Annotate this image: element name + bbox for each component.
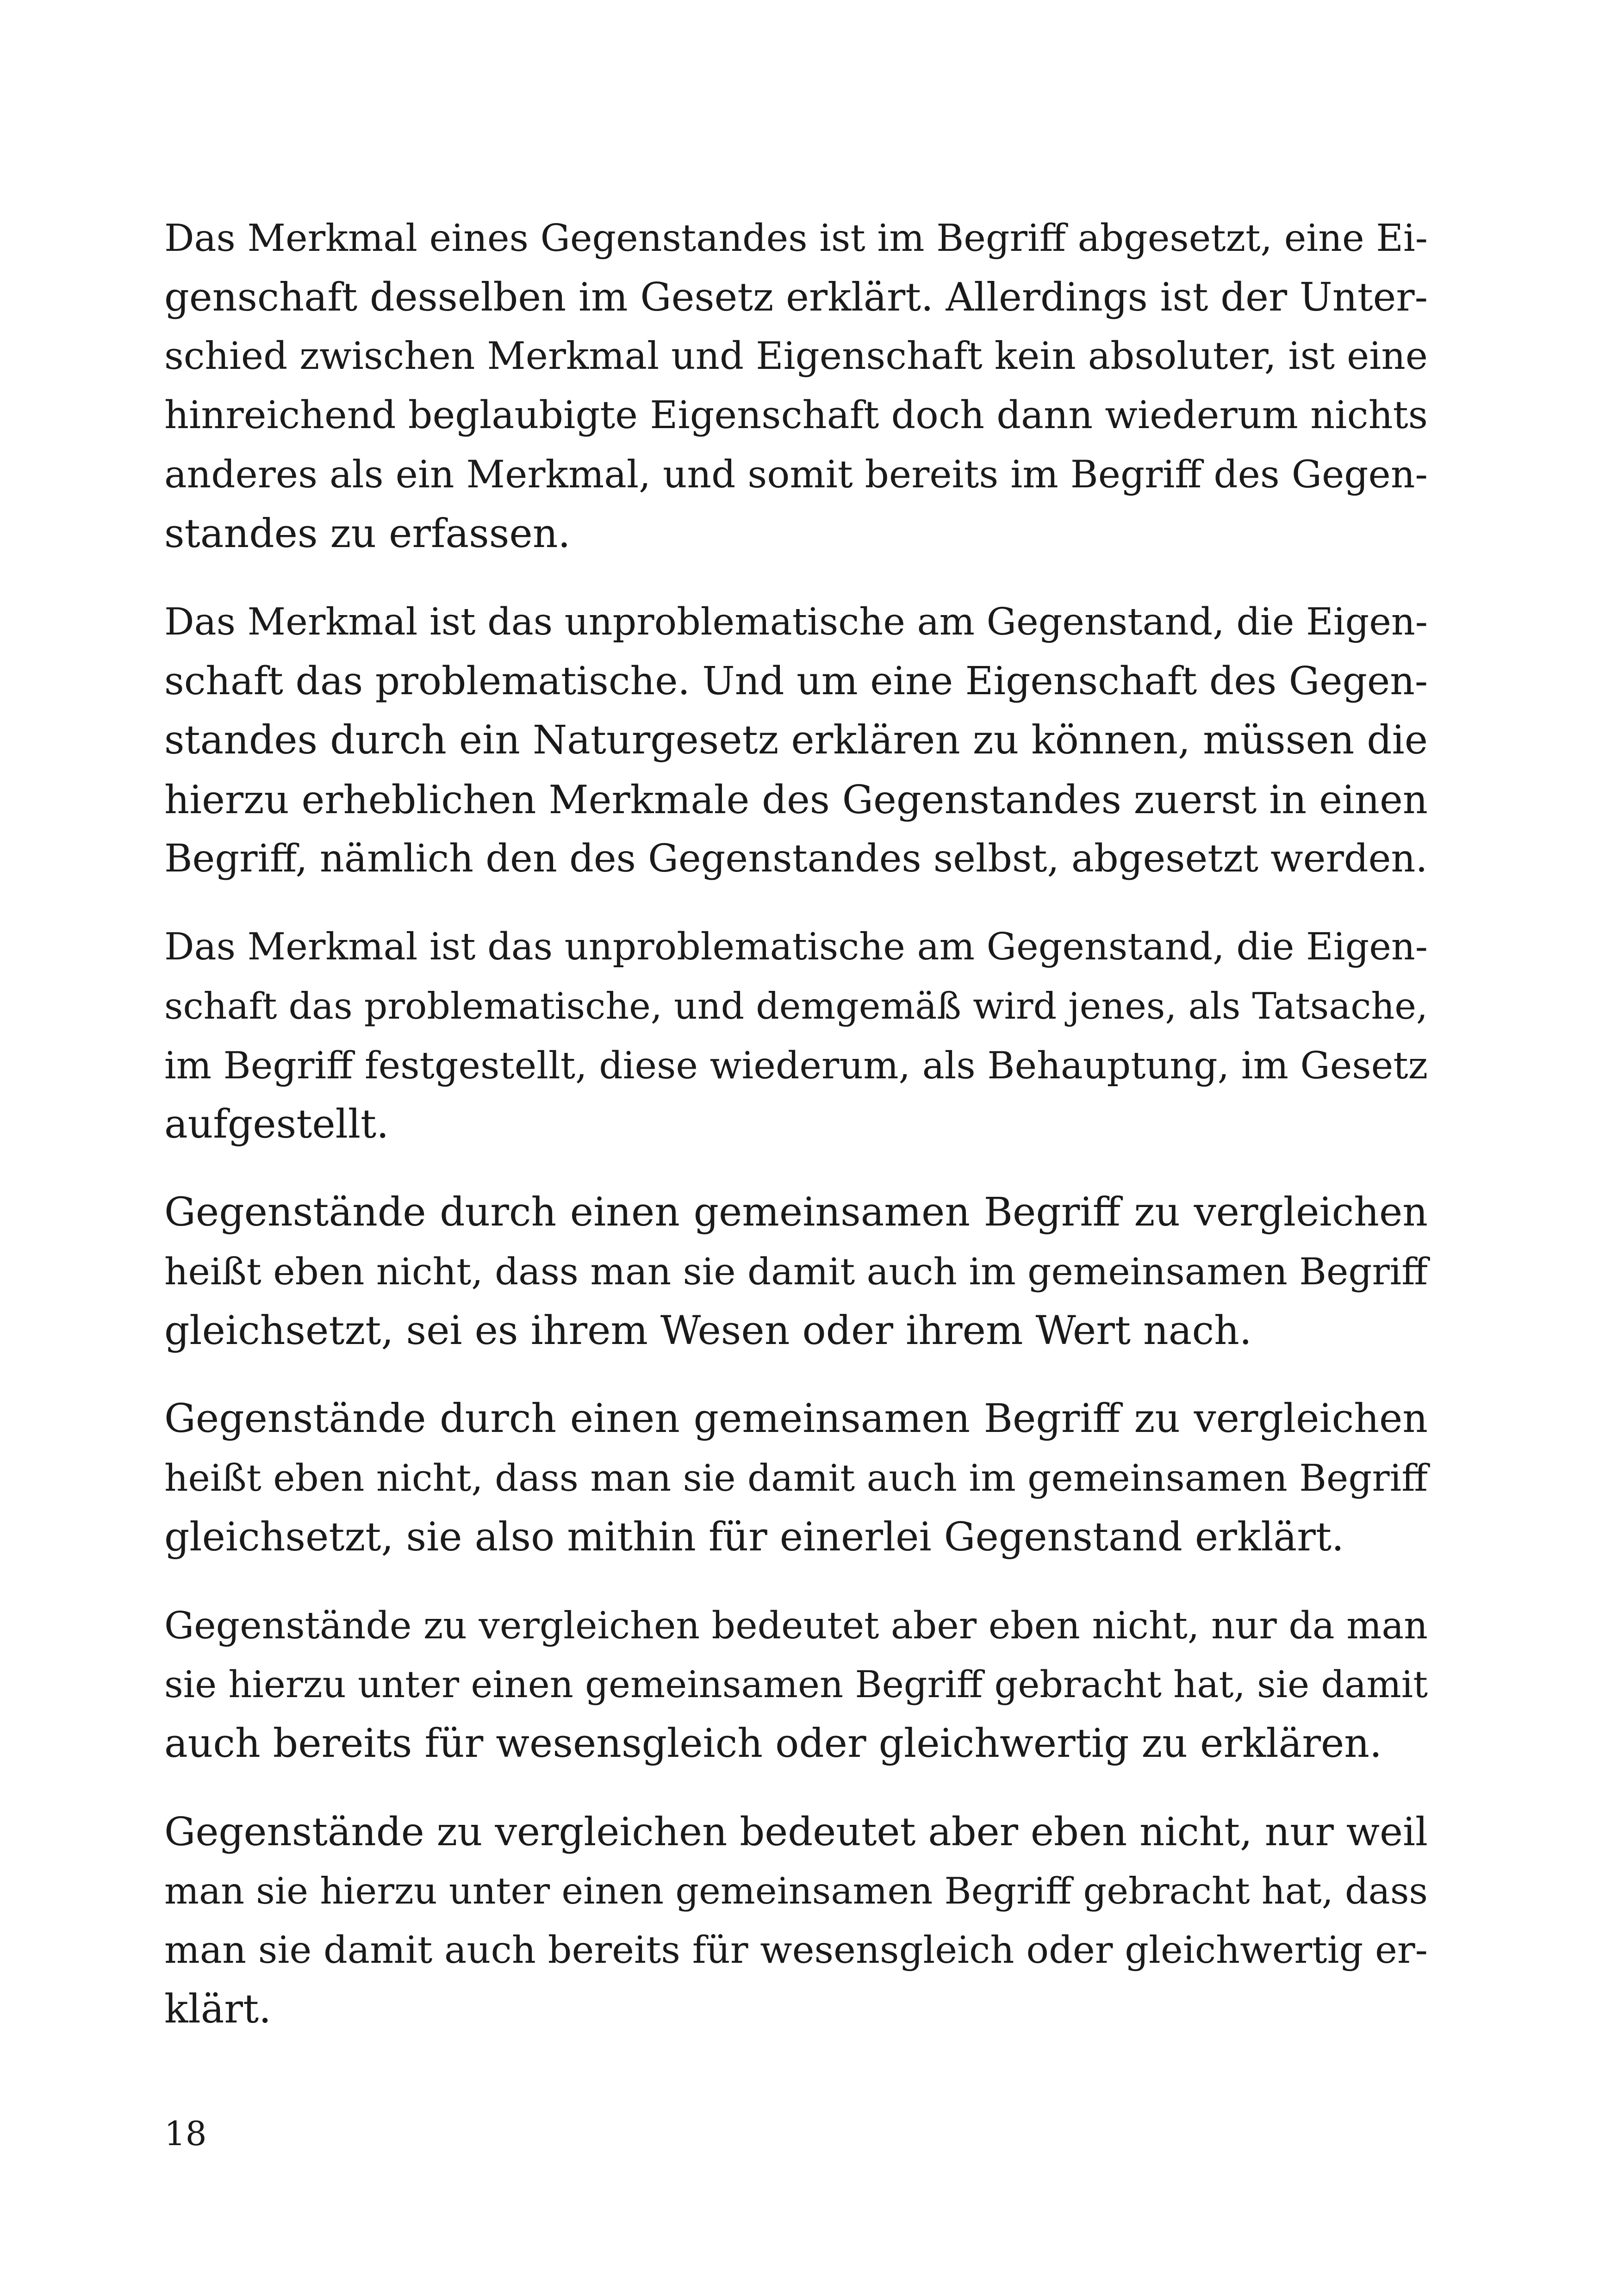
text-line: hinreichend beglaubigte Eigenschaft doch dann wiederum nichts [164,393,1428,437]
paragraph-2 [164,592,1428,889]
text-line: im Begriff festgestellt, diese wiederum, als Behauptung, im Gesetz [164,1044,1428,1087]
text-line: genschaft desselben im Gesetz erklärt. Allerdings ist der Unter- [164,274,1428,320]
text-line: Gegenstände zu vergleichen bedeutet aber eben nicht, nur weil [164,1809,1428,1854]
text-line: klärt. [164,1986,272,2032]
text-line: schied zwischen Merkmal und Eigenschaft kein absoluter, ist eine [164,334,1428,378]
text-line: Das Merkmal eines Gegenstandes ist im Begriff abgesetzt, eine Ei- [164,216,1428,260]
text-line: standes zu erfassen. [164,511,571,557]
text-line: sie hierzu unter einen gemeinsamen Begriff gebracht hat, sie damit [164,1663,1428,1706]
paragraph-5 [164,1389,1428,1567]
text-line: anderes als ein Merkmal, und somit bereits im Begriff des Gegen- [164,453,1428,497]
text-line: gleichsetzt, sie also mithin für einerlei Gegenstand erklärt. [164,1514,1344,1560]
paragraph-3 [164,917,1428,1154]
paragraph-7 [164,1802,1428,2039]
text-line: heißt eben nicht, dass man sie damit auch im gemeinsamen Begriff [164,1250,1428,1293]
text-line: auch bereits für wesensgleich oder gleichwertig zu erklären. [164,1721,1382,1767]
text-line: aufgestellt. [164,1101,389,1147]
page-number: 18 [164,2114,207,2153]
text-line: Gegenstände zu vergleichen bedeutet aber eben nicht, nur da man [164,1604,1428,1647]
body-text [164,208,1428,2068]
text-line: Gegenstände durch einen gemeinsamen Begriff zu vergleichen [164,1396,1428,1442]
text-line: standes durch ein Naturgesetz erklären zu können, müssen die [164,717,1428,763]
text-line: Das Merkmal ist das unproblematische am Gegenstand, die Eigen- [164,925,1428,969]
text-line: Gegenstände durch einen gemeinsamen Begriff zu vergleichen [164,1189,1428,1235]
text-line: man sie damit auch bereits für wesensgleich oder gleichwertig er- [164,1929,1428,1972]
text-line: Das Merkmal ist das unproblematische am Gegenstand, die Eigen- [164,600,1428,644]
text-line: Begriff, nämlich den des Gegenstandes selbst, abgesetzt werden. [164,837,1428,881]
text-line: gleichsetzt, sei es ihrem Wesen oder ihrem Wert nach. [164,1308,1252,1354]
paragraph-1 [164,208,1428,564]
text-line: schaft das problematische. Und um eine Eigenschaft des Gegen- [164,659,1428,703]
text-line: schaft das problematische, und demgemäß wird jenes, als Tatsache, [164,985,1428,1027]
text-line: man sie hierzu unter einen gemeinsamen Begriff gebracht hat, dass [164,1870,1428,1912]
text-line: heißt eben nicht, dass man sie damit auch im gemeinsamen Begriff [164,1456,1428,1500]
text-line: hierzu erheblichen Merkmale des Gegenstandes zuerst in einen [164,777,1428,822]
paragraph-6 [164,1596,1428,1773]
paragraph-4 [164,1183,1428,1361]
